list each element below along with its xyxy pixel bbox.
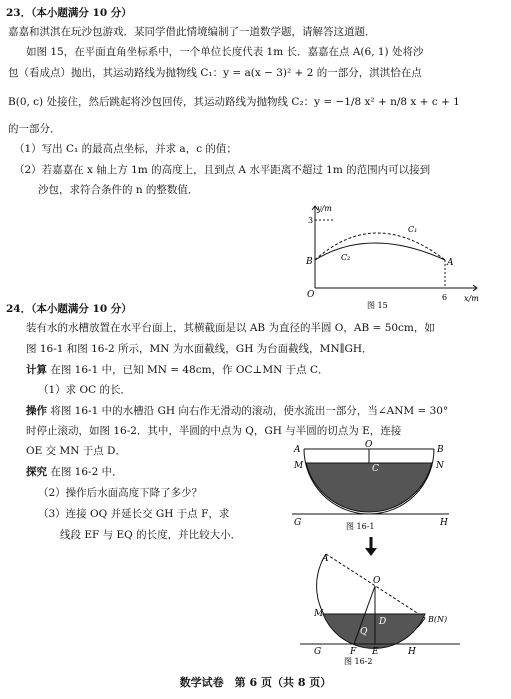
q24-op	[26, 406, 448, 417]
point-a-label: A	[447, 258, 454, 268]
label-o-2: O	[373, 576, 381, 586]
fig16-2-caption: 图 16-2	[344, 657, 373, 666]
label-g-2: G	[314, 647, 322, 657]
water-region-2	[323, 614, 425, 648]
label-a: A	[294, 445, 301, 455]
explore-label: 探究	[26, 466, 47, 478]
q23-line2: 如图 15，在平面直角坐标系中，一个单位长度代表 1m 长．嘉嘉在点 A(6, 1) 处将沙	[26, 46, 424, 58]
label-h-2: H	[408, 647, 416, 657]
curve-c1	[315, 233, 445, 260]
q24-op-line3: OE 交 MN 于点 D．	[26, 445, 126, 457]
tick-6: 6	[442, 293, 448, 302]
q24-line1: 装有水的水槽放置在水平台面上，其横截面是以 AB 为直径的半圆 O，AB = 50cm，如	[26, 322, 435, 334]
label-d: D	[379, 617, 387, 627]
q23-line3: 包（看成点）抛出，其运动路线为抛物线 C₁：y = a(x − 3)² + 2 的一部分，淇淇恰在点	[8, 67, 422, 79]
label-f: F	[350, 647, 357, 657]
c1-label: C₁	[408, 225, 418, 234]
y-axis-label: y/m	[317, 204, 332, 213]
label-b: B	[437, 445, 444, 455]
op-label: 操作	[26, 405, 47, 417]
q24-sub2: （2）操作后水面高度下降了多少？	[38, 487, 203, 499]
explore-text: 在图 16-2 中．	[50, 466, 123, 478]
label-a-2: A	[322, 554, 329, 564]
label-m: M	[294, 461, 304, 471]
op-text: 将图 16-1 中的水槽沿 GH 向右作无滑动的滚动，使水流出一部分，当∠ANM = 30°	[50, 405, 449, 417]
q24-line2: 图 16-1 和图 16-2 所示，MN 为水面截线，GH 为台面截线，MN∥GH．	[26, 343, 373, 355]
label-n: N	[436, 461, 444, 471]
fig16-1-caption: 图 16-1	[346, 522, 375, 531]
page-footer: 数学试卷 第 6 页（共 8 页）	[179, 676, 332, 689]
q23-header: 23．（本小题满分 10 分）	[6, 7, 132, 19]
q24-op-line2: 时停止滚动，如图 16-2．其中，半圆的中点为 Q，GH 与半圆的切点为 E，连接	[26, 425, 402, 437]
label-bn: B(N)	[428, 615, 448, 624]
q23-sub2-cont: 沙包，求符合条件的 n 的整数值．	[38, 184, 199, 196]
q24-sub3-cont: 线段 EF 与 EQ 的长度，并比较大小．	[60, 529, 242, 541]
q24-calc	[26, 365, 329, 376]
q23-sub1: （1）写出 C₁ 的最高点坐标，并求 a，c 的值；	[14, 143, 237, 155]
q24-sub1: （1）求 OC 的长．	[38, 384, 131, 396]
label-m-2: M	[314, 609, 324, 619]
q24-explore	[26, 467, 123, 478]
fig15-caption: 图 15	[367, 301, 388, 310]
x-axis-label: x/m	[464, 294, 479, 303]
q23-line5: 的一部分．	[8, 123, 61, 135]
calc-label: 计算	[26, 364, 47, 376]
tick-3: 3	[308, 216, 314, 225]
origin-label: O	[307, 290, 315, 300]
figure-15	[295, 200, 485, 312]
label-c: C	[372, 464, 379, 474]
label-g: G	[294, 518, 302, 528]
water-region-1	[306, 463, 432, 512]
q23-sub2: （2）若嘉嘉在 x 轴上方 1m 的高度上，且到点 A 水平距离不超过 1m 的范围内可以接到	[14, 164, 431, 176]
calc-text: 在图 16-1 中，已知 MN = 48cm，作 OC⊥MN 于点 C．	[50, 364, 329, 376]
figure-16-1	[284, 437, 454, 532]
c2-label: C₂	[341, 253, 351, 262]
label-h: H	[440, 518, 448, 528]
q23-line4: B(0, c) 处接住，然后跳起将沙包回传，其运动路线为抛物线 C₂：y = −1/8 x² + n/8 x + c + 1	[8, 96, 460, 108]
label-q: Q	[360, 627, 368, 637]
figure-16-2	[290, 552, 465, 672]
q24-header: 24．（本小题满分 10 分）	[6, 303, 132, 315]
label-o: O	[365, 440, 373, 450]
point-b-label: B	[306, 257, 313, 267]
q23-line1: 嘉嘉和淇淇在玩沙包游戏．某同学借此情境编制了一道数学题，请解答这道题．	[8, 26, 376, 38]
curve-c2	[315, 243, 445, 260]
q24-sub3: （3）连接 OQ 并延长交 GH 于点 F，求	[38, 508, 230, 520]
label-e: E	[372, 647, 379, 657]
